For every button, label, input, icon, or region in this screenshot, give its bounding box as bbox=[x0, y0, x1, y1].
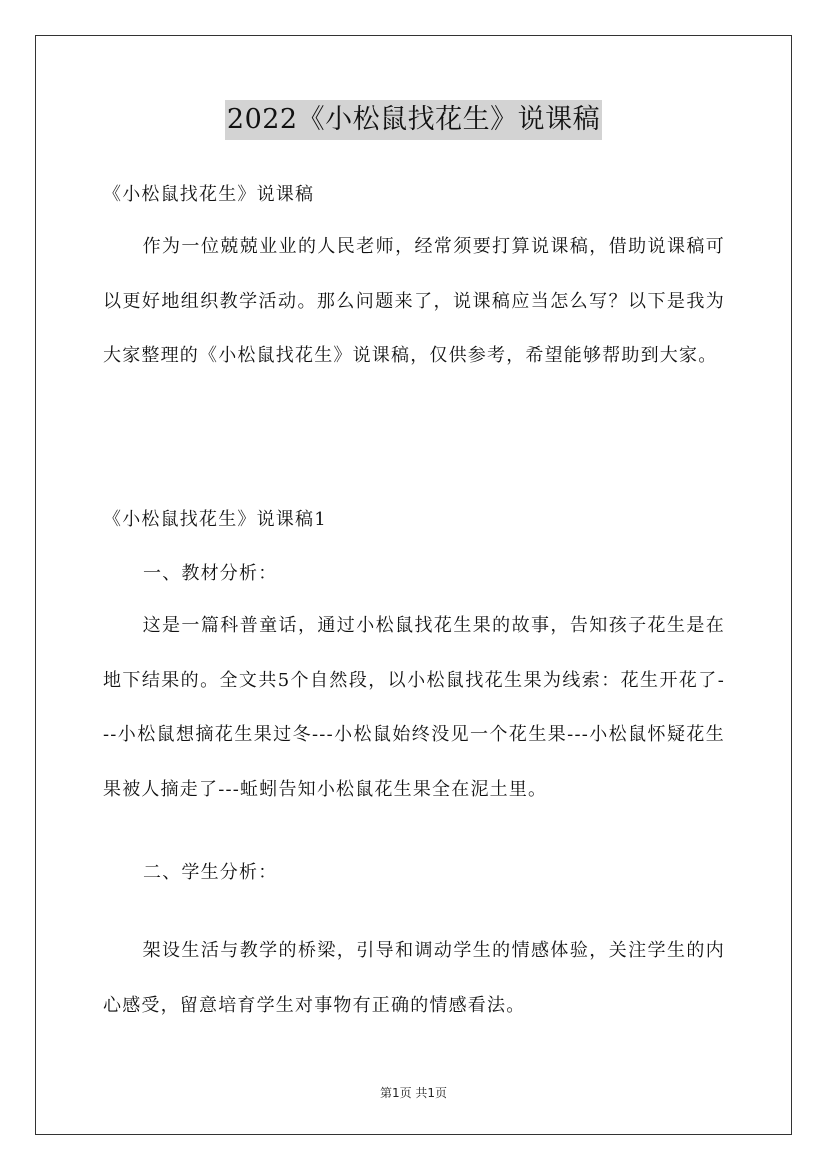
page-footer: 第1页 共1页 bbox=[379, 1086, 448, 1100]
heading-student-analysis: 二、学生分析： bbox=[143, 862, 278, 883]
intro-paragraph: 作为一位兢兢业业的人民老师，经常须要打算说课稿，借助说课稿可以更好地组织教学活动。那么问题来了，说课稿应当怎么写？以下是我为大家整理的《小松鼠找花生》说课稿，仅供参考，希望能够帮助到大家。 bbox=[103, 236, 725, 366]
section-title: 《小松鼠找花生》说课稿1 bbox=[103, 509, 327, 530]
textbook-analysis-paragraph: 这是一篇科普童话，通过小松鼠找花生果的故事，告知孩子花生是在地下结果的。全文共5个自然段，以小松鼠找花生果为线索：花生开花了---小松鼠想摘花生果过冬---小松鼠始终没见一个花生果---小松鼠怀疑花生果被人摘走了---蚯蚓告知小松鼠花生果全在泥土里。 bbox=[103, 615, 725, 800]
document-title: 2022《小松鼠找花生》说课稿 bbox=[225, 100, 602, 140]
document-body bbox=[103, 0, 725, 1170]
student-analysis-paragraph: 架设生活与教学的桥梁，引导和调动学生的情感体验，关注学生的内心感受，留意培育学生对事物有正确的情感看法。 bbox=[103, 940, 725, 1016]
heading-textbook-analysis: 一、教材分析： bbox=[143, 563, 278, 584]
document-subtitle: 《小松鼠找花生》说课稿 bbox=[103, 184, 315, 205]
